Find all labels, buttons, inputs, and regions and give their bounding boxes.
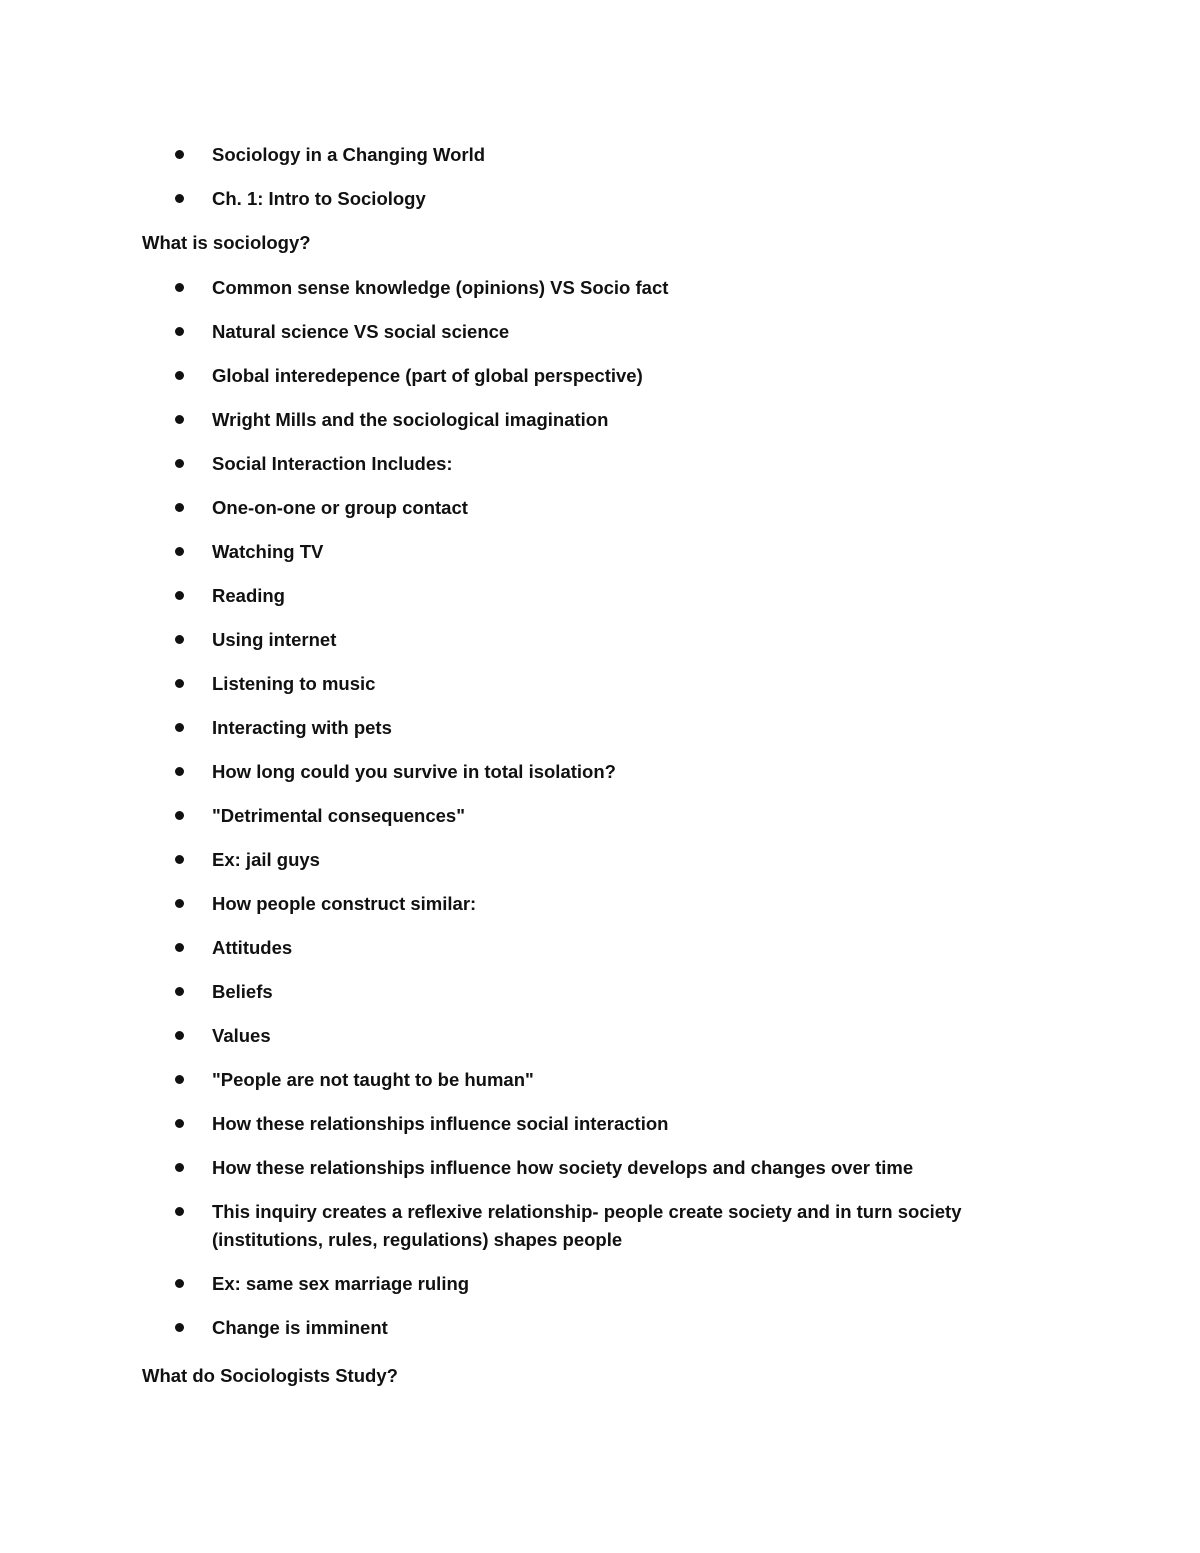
list-item-text: Sociology in a Changing World bbox=[212, 144, 486, 165]
list-item bbox=[0, 890, 992, 918]
bullet-icon bbox=[175, 767, 184, 776]
list-item-text: How these relationships influence social interaction bbox=[212, 1113, 669, 1134]
bullet-icon bbox=[175, 591, 184, 600]
list-item bbox=[0, 846, 992, 874]
bullet-icon bbox=[175, 150, 184, 159]
bullet-icon bbox=[175, 1323, 184, 1332]
list-item bbox=[0, 450, 992, 478]
list-item bbox=[0, 758, 992, 786]
list-item bbox=[0, 1198, 992, 1254]
bullet-icon bbox=[175, 283, 184, 292]
bullet-icon bbox=[175, 547, 184, 556]
bullet-icon bbox=[175, 327, 184, 336]
list-item-text: Global interedepence (part of global perspective) bbox=[212, 365, 643, 386]
bullet-icon bbox=[175, 1075, 184, 1084]
list-item bbox=[0, 670, 992, 698]
bullet-icon bbox=[175, 943, 184, 952]
list-item-text: Common sense knowledge (opinions) VS Socio fact bbox=[212, 277, 669, 298]
list-item bbox=[0, 494, 992, 522]
list-item bbox=[0, 802, 992, 830]
list-item-text: This inquiry creates a reflexive relationship- people create society and in turn society (institutions, rules, regulations) shapes people bbox=[212, 1201, 962, 1250]
bullet-icon bbox=[175, 635, 184, 644]
bullet-icon bbox=[175, 371, 184, 380]
bullet-icon bbox=[175, 1163, 184, 1172]
list-item bbox=[0, 1110, 992, 1138]
list-item-text: "Detrimental consequences" bbox=[212, 805, 465, 826]
list-item bbox=[0, 1314, 992, 1342]
bullet-icon bbox=[175, 987, 184, 996]
bullet-icon bbox=[175, 811, 184, 820]
list-item bbox=[0, 714, 992, 742]
list-item bbox=[0, 318, 992, 346]
top-bullet-section bbox=[0, 141, 1200, 229]
bullet-icon bbox=[175, 1279, 184, 1288]
list-item-text: How people construct similar: bbox=[212, 893, 477, 914]
section-heading: What do Sociologists Study? bbox=[142, 1365, 398, 1386]
bullet-icon bbox=[175, 194, 184, 203]
list-item bbox=[0, 1270, 992, 1298]
list-item-text: Ex: same sex marriage ruling bbox=[212, 1273, 470, 1294]
list-item-text: How long could you survive in total isolation? bbox=[212, 761, 616, 782]
main-bullet-list bbox=[0, 274, 1200, 1342]
list-item-text: Social Interaction Includes: bbox=[212, 453, 453, 474]
section-heading: What is sociology? bbox=[142, 232, 311, 253]
bullet-icon bbox=[175, 459, 184, 468]
list-item bbox=[0, 582, 992, 610]
list-item-text: Listening to music bbox=[212, 673, 376, 694]
list-item-text: Natural science VS social science bbox=[212, 321, 510, 342]
top-bullet-list bbox=[0, 141, 1200, 213]
list-item-text: How these relationships influence how society develops and changes over time bbox=[212, 1157, 914, 1178]
list-item bbox=[0, 362, 992, 390]
bullet-icon bbox=[175, 1207, 184, 1216]
list-item bbox=[0, 406, 992, 434]
list-item-text: Values bbox=[212, 1025, 271, 1046]
bullet-icon bbox=[175, 415, 184, 424]
list-item-text: Attitudes bbox=[212, 937, 293, 958]
list-item bbox=[0, 626, 992, 654]
bullet-icon bbox=[175, 899, 184, 908]
main-bullet-section bbox=[0, 274, 1200, 1358]
bullet-icon bbox=[175, 503, 184, 512]
list-item bbox=[0, 185, 992, 213]
list-item-text: Watching TV bbox=[212, 541, 324, 562]
bullet-icon bbox=[175, 855, 184, 864]
list-item bbox=[0, 934, 992, 962]
bullet-icon bbox=[175, 1119, 184, 1128]
list-item-text: Using internet bbox=[212, 629, 337, 650]
list-item-text: One-on-one or group contact bbox=[212, 497, 468, 518]
list-item bbox=[0, 1066, 992, 1094]
list-item bbox=[0, 538, 992, 566]
list-item-text: Beliefs bbox=[212, 981, 273, 1002]
list-item-text: Ch. 1: Intro to Sociology bbox=[212, 188, 426, 209]
list-item-text: Wright Mills and the sociological imagination bbox=[212, 409, 609, 430]
bullet-icon bbox=[175, 723, 184, 732]
list-item bbox=[0, 274, 992, 302]
list-item bbox=[0, 978, 992, 1006]
list-item-text: Interacting with pets bbox=[212, 717, 392, 738]
list-item-text: "People are not taught to be human" bbox=[212, 1069, 534, 1090]
list-item-text: Reading bbox=[212, 585, 285, 606]
list-item bbox=[0, 1154, 992, 1182]
list-item-text: Change is imminent bbox=[212, 1317, 388, 1338]
list-item-text: Ex: jail guys bbox=[212, 849, 320, 870]
list-item bbox=[0, 141, 992, 169]
list-item bbox=[0, 1022, 992, 1050]
bullet-icon bbox=[175, 1031, 184, 1040]
bullet-icon bbox=[175, 679, 184, 688]
